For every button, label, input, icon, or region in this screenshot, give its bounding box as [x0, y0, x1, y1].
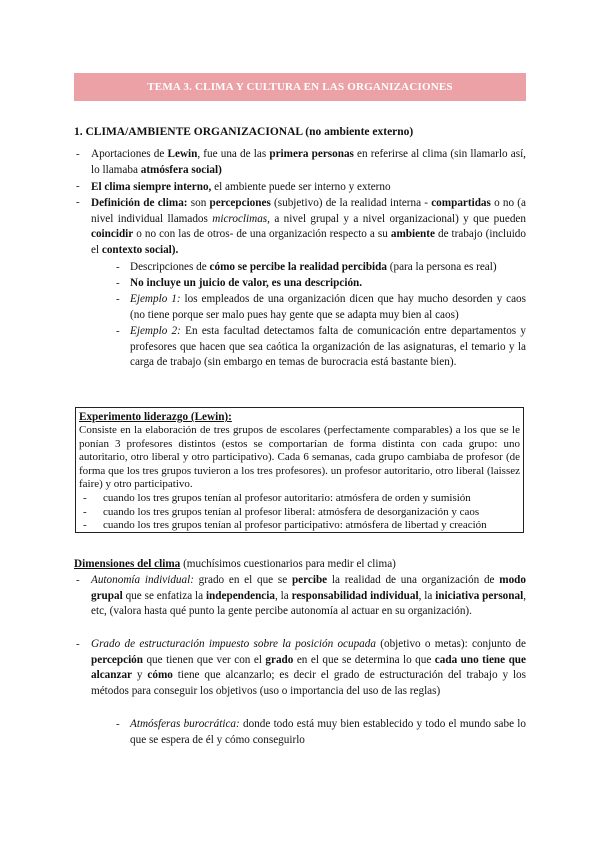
experiment-item: - cuando los tres grupos tenían al profesor participativo: atmósfera de libertad y creación: [83, 519, 487, 532]
sub-list-item: No incluye un juicio de valor, es una descripción.: [130, 277, 363, 289]
bullet-dash: -: [76, 638, 80, 650]
list-item: Grado de estructuración impuesto sobre la posición ocupada (objetivo o metas): conjunto de percepción que tienen que ver con el grado en el que se determina lo que cada uno tiene que alcanzar y cómo tiene que alcanzarlo; es decir el grado de estructuración del trabajo y los métodos para conseguir los objetivos (uso o importancia del uso de las reglas): [91, 638, 526, 697]
experiment-title: Experimento liderazgo (Lewin):: [79, 411, 232, 423]
sub-list-item: Descripciones de cómo se percibe la realidad percibida (para la persona es real): [130, 261, 497, 273]
list-item: Definición de clima: son percepciones (subjetivo) de la realidad interna - compartidas o no (a nivel individual llamados microclimas, a nivel grupal y a nivel organizacional) y que pueden coincidir o no con las de otros- de una organización respecto a su ambiente de trabajo (incluido el contexto social).: [91, 197, 526, 256]
section-heading: 1. CLIMA/AMBIENTE ORGANIZACIONAL (no ambiente externo): [74, 126, 414, 138]
sub-list-item: Atmósferas burocrática: donde todo está muy bien establecido y todo el mundo sabe lo que se espera de él y cómo conseguirlo: [130, 718, 527, 746]
bullet-dash: -: [83, 519, 87, 532]
bullet-dash: -: [83, 505, 87, 518]
experiment-item: - cuando los tres grupos tenían al profesor autoritario: atmósfera de orden y sumisión: [83, 491, 471, 504]
dimensions-heading: Dimensiones del clima (muchísimos cuestionarios para medir el clima): [74, 558, 396, 570]
sub-list-item: Ejemplo 2: En esta facultad detectamos falta de comunicación entre departamentos y profesores que hacen que sea caótica la organización de las asignaturas, el temario y la carga de trabajo (sin embargo en temas de burocracia está bastante bien).: [130, 325, 526, 369]
sub-bullet-dash: -: [116, 261, 120, 273]
experiment-item: - cuando los tres grupos tenían al profesor liberal: atmósfera de desorganización y caos: [83, 505, 480, 518]
sub-bullet-dash: -: [116, 277, 120, 289]
bullet-dash: -: [76, 148, 80, 160]
bullet-dash: -: [76, 196, 80, 208]
sub-bullet-dash: -: [116, 325, 120, 337]
list-item: El clima siempre interno, el ambiente puede ser interno y externo: [91, 181, 391, 193]
topic-banner: TEMA 3. CLIMA Y CULTURA EN LAS ORGANIZACIONES: [74, 73, 526, 101]
experiment-box: [75, 407, 524, 533]
sub-bullet-dash: -: [116, 293, 120, 305]
sub-bullet-dash: -: [116, 718, 120, 730]
bullet-dash: -: [83, 491, 87, 504]
sub-list-item: Ejemplo 1: los empleados de una organización dicen que hay mucho desorden y caos (no tiene porque ser malo pues hay gente que se adapta muy bien al caos): [130, 293, 526, 321]
list-item: Autonomía individual: grado en el que se percibe la realidad de una organización de modo grupal que se enfatiza la independencia, la responsabilidad individual, la iniciativa personal, etc, (valora hasta qué punto la gente percibe autonomía al actuar en su organización).: [91, 574, 526, 618]
list-item: Aportaciones de Lewin, fue una de las primera personas en referirse al clima (sin llamarlo así, lo llamaba atmósfera social): [91, 148, 526, 176]
experiment-text: Consiste en la elaboración de tres grupos de escolares (perfectamente comparables) a los que se le ponían 3 profesores distintos (estos se comportarían de forma distinta con cada grupo: uno autoritario, otro liberal y otro participativo). Cada 6 semanas, cada grupo cambiaba de profesor (de forma que los tres grupos tuvieron a los tres profesores). un profesor autoritario, otro liberal (laissez faire) y otro participativo.: [79, 424, 520, 491]
bullet-dash: -: [76, 574, 80, 586]
bullet-dash: -: [76, 180, 80, 192]
